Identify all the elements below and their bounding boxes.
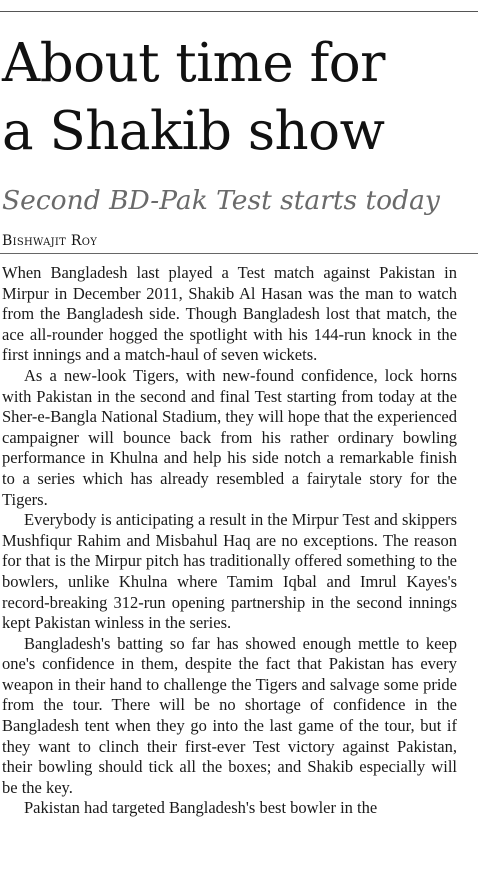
top-rule <box>0 11 478 12</box>
byline: Bishwajit Roy <box>2 233 98 249</box>
byline-rule <box>0 253 478 254</box>
headline <box>2 30 478 166</box>
headline-line-1: About time for <box>2 33 385 94</box>
paragraph-2: As a new-look Tigers, with new-found confidence, lock horns with Pakistan in the second and final Test starting from today at the Sher-e-Bangla National Stadium, they will hope that the experienced campaigner will bounce back from his rather ordinary bowling performance in Khulna and help his side notch a remarkable finish to a series which has already resembled a fairytale story for the Tigers. <box>2 365 457 509</box>
paragraph-5: Pakistan had targeted Bangladesh's best bowler in the <box>24 798 378 818</box>
paragraph-3: Everybody is anticipating a result in the Mirpur Test and skippers Mushfiqur Rahim and Misbahul Haq are no exceptions. The reason for that is the Mirpur pitch has traditionally offered something to the bowlers, unlike Khulna where Tamim Iqbal and Imrul Kayes's record-breaking 312-run opening partnership in the second innings kept Pakistan winless in the series. <box>2 510 457 633</box>
paragraph-1: When Bangladesh last played a Test match against Pakistan in Mirpur in December 2011, Shakib Al Hasan was the man to watch from the Bangladesh side. Though Bangladesh lost that match, the ace all-rounder hogged the spotlight with his 144-run knock in the first innings and a match-haul of seven wickets. <box>2 263 457 365</box>
article-body <box>2 263 457 819</box>
headline-line-2: a Shakib show <box>2 101 385 162</box>
subheadline: Second BD-Pak Test starts today <box>2 185 440 216</box>
paragraph-4: Bangladesh's batting so far has showed enough mettle to keep one's confidence in them, despite the fact that Pakistan has every weapon in their hand to challenge the Tigers and salvage some pride from the tour. There will be no shortage of confidence in the Bangladesh tent when they go into the last game of the tour, but if they want to clinch their first-ever Test victory against Pakistan, their bowling should tick all the boxes; and Shakib especially will be the key. <box>2 633 457 797</box>
